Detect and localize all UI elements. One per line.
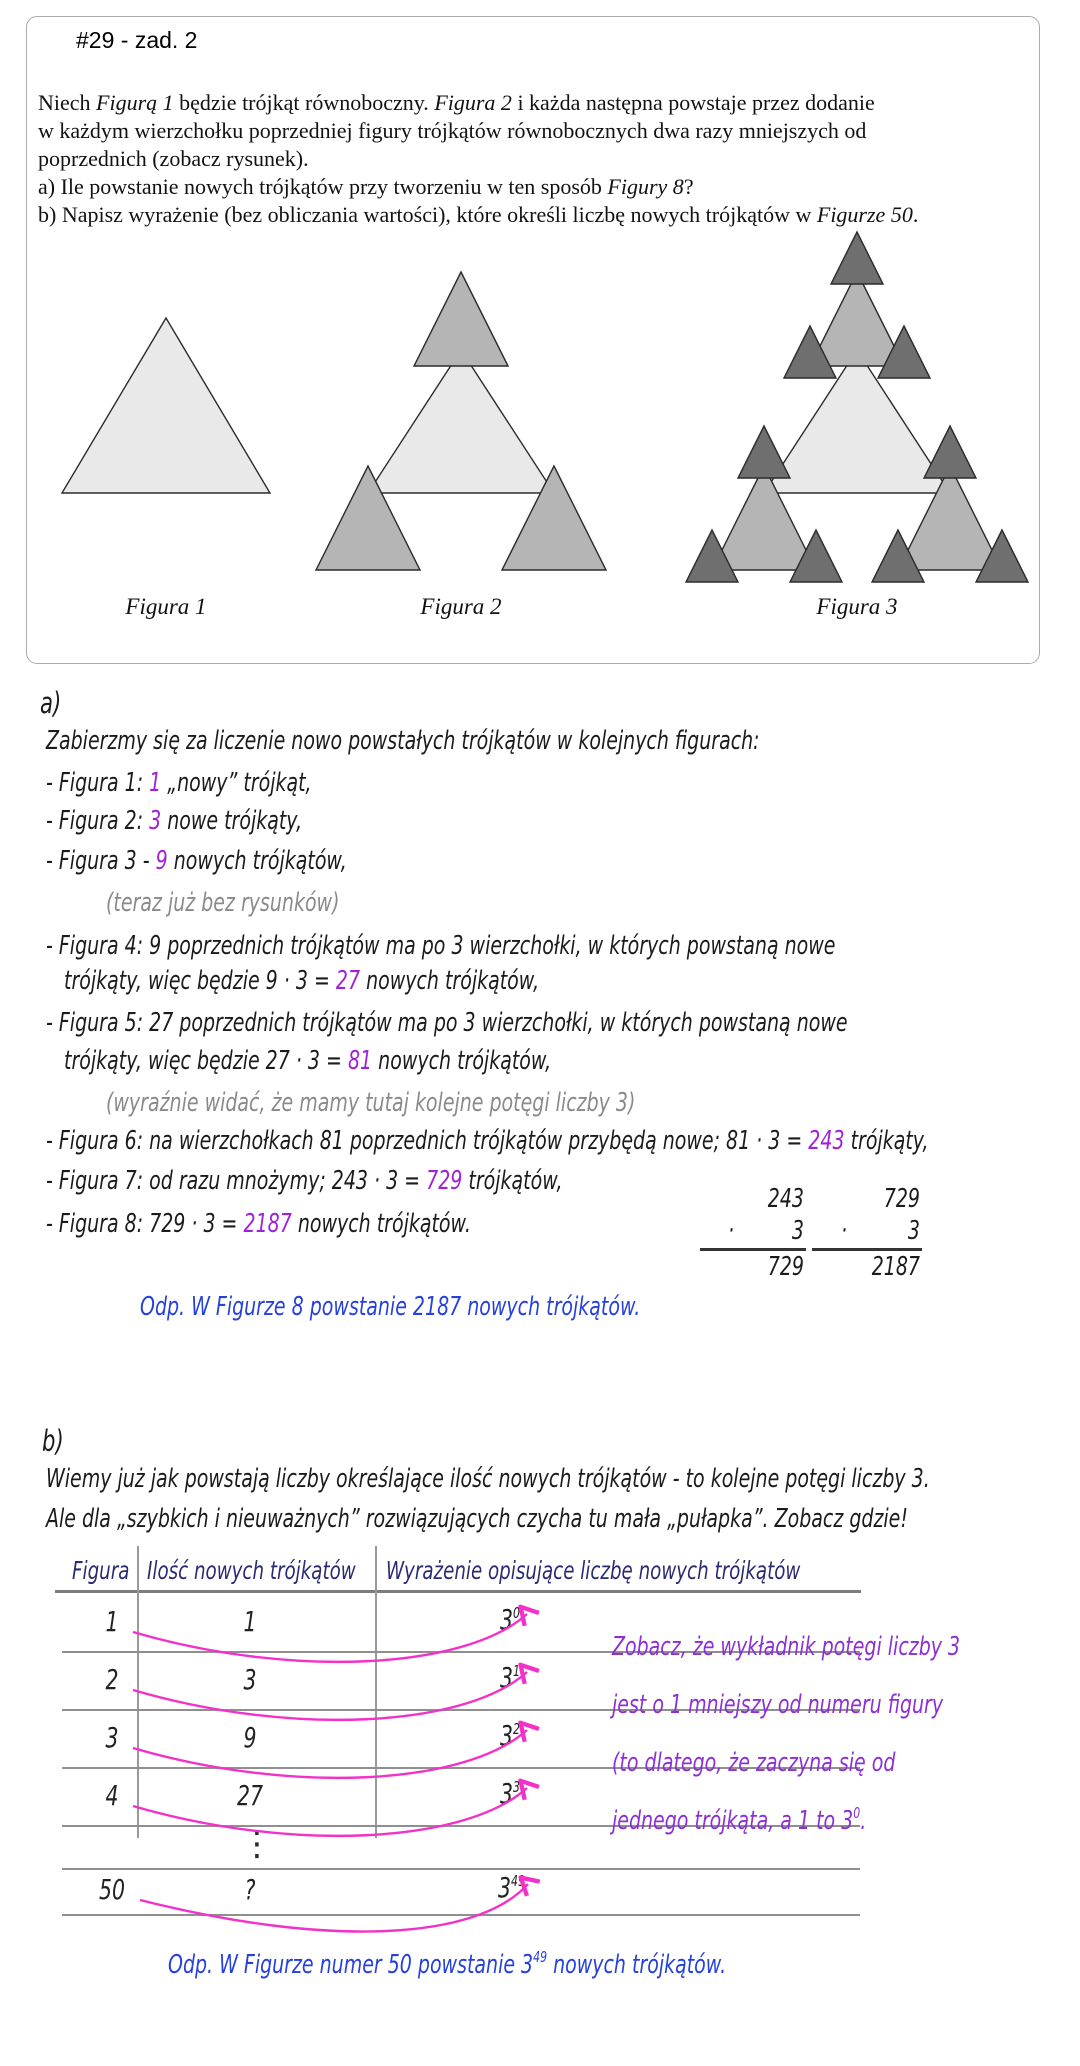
answer-a: Odp. W Figurze 8 powstanie 2187 nowych trójkątów. [140,1292,641,1322]
problem-text-italic: Figura 2 [434,90,512,115]
table-cell-figura: 50 [98,1873,126,1906]
table-column-divider [375,1546,377,1838]
table-column-divider [137,1546,139,1838]
power-exponent: 49 [511,1872,525,1890]
line-text: - Figura 3 - [46,846,156,876]
problem-text-italic: Figurze 50 [816,202,913,227]
figura1-count-line [46,768,312,798]
power-base: 3 [498,1871,512,1904]
table-header-count: Ilość nowych trójkątów [147,1556,356,1585]
figura4-count-line: - Figura 4: 9 poprzednich trójkątów ma po 3 wierzchołki, w których powstaną nowe [46,931,836,961]
highlighted-number: 3 [149,806,162,836]
section-b-intro-2: Ale dla „szybkich i nieuważnych” rozwiązujących czycha tu mała „pułapka”. Zobacz gdzie! [46,1504,908,1534]
annotation-line-1: Zobacz, że wykładnik potęgi liczby 3 [612,1632,961,1662]
line-text: nowych trójkątów. [291,1209,471,1239]
power-exponent: 1 [513,1662,520,1680]
problem-title: #29 - zad. 2 [76,27,198,53]
problem-line-1 [38,89,918,117]
problem-text: i każda następna powstaje przez dodanie [511,90,875,115]
table-cell-expression [500,1719,520,1752]
figura2-top-triangle [414,272,508,366]
line-text: nowych trójkątów, [372,1046,552,1076]
table-cell-expression [500,1603,520,1636]
table-cell-expression [498,1871,525,1904]
line-text: - Figura 2: [46,806,150,836]
figura5-count-line-cont [64,1046,551,1076]
problem-text: . [912,202,919,227]
line-text: nowych trójkątów, [360,966,540,996]
figura4-count-line-cont [64,966,539,996]
table-cell-count: 27 [236,1779,264,1812]
multiplication1-result: 729 [767,1252,804,1282]
problem-line-4 [38,173,918,201]
multiplier: 3 [907,1216,920,1246]
power-exponent: 3 [513,1778,520,1796]
side-note: (teraz już bez rysunków) [106,888,340,918]
multiply-dot: · [841,1216,848,1246]
arrow-row2 [133,1672,527,1720]
multiplication1-line [700,1248,806,1251]
table-cell-expression [500,1661,520,1694]
multiplication2-result: 2187 [871,1252,920,1282]
line-text: trójkątów, [462,1166,563,1196]
line-text: nowych trójkątów, [167,846,347,876]
multiplication2-top: 729 [883,1184,920,1214]
annotation-line-2: jest o 1 mniejszy od numeru figury [612,1690,944,1720]
figura2-base-triangle [368,350,554,493]
figures-illustration [30,225,1040,585]
highlighted-number: 9 [155,846,168,876]
power-base: 3 [500,1719,514,1752]
multiplication2-operator-row [841,1216,920,1246]
highlighted-number: 1 [149,768,162,798]
power-exponent: 0 [513,1604,520,1622]
multiplication1-top: 243 [767,1184,804,1214]
power-exponent: 2 [513,1720,520,1738]
section-b-intro-1: Wiemy już jak powstają liczby określające ilość nowych trójkątów - to kolejne potęgi liczby 3. [46,1464,930,1494]
table-cell-figura: 3 [105,1721,119,1754]
answer-text: nowych trójkątów. [547,1950,727,1980]
figura5-count-line: - Figura 5: 27 poprzednich trójkątów ma po 3 wierzchołki, w których powstaną nowe [46,1008,848,1038]
arrow-row3 [133,1730,527,1778]
section-a-intro: Zabierzmy się za liczenie nowo powstałych trójkątów w kolejnych figurach: [46,726,760,756]
line-text: „nowy” trójkąt, [161,768,312,798]
table-cell-count: ? [244,1873,256,1906]
arrow-row1 [133,1614,527,1662]
problem-line-2: w każdym wierzchołku poprzedniej figury trójkątów równobocznych dwa razy mniejszych od [38,118,867,143]
table-cell-figura: 2 [105,1663,119,1696]
highlighted-number: 81 [347,1046,373,1076]
line-text: - Figura 7: od razu mnożymy; 243 · 3 = [46,1166,427,1196]
figura1-triangle [62,318,270,493]
line-text: nowe trójkąty, [161,806,303,836]
power-exponent: 0 [853,1804,861,1822]
problem-text: Niech [38,90,97,115]
multiplier: 3 [791,1216,804,1246]
figura2-count-line [46,806,302,836]
line-text: trójkąty, więc będzie 9 · 3 = [64,966,336,996]
table-ellipsis: ⋮ [240,1824,274,1864]
figura-2-caption: Figura 2 [420,594,502,619]
line-text: - Figura 8: 729 · 3 = [46,1209,244,1239]
table-cell-figura: 1 [105,1605,119,1638]
figura7-count-line [46,1166,563,1196]
highlighted-number: 243 [808,1126,845,1156]
highlighted-number: 2187 [243,1209,292,1239]
line-text: trójkąty, więc będzie 27 · 3 = [64,1046,348,1076]
power-base: 3 [500,1777,514,1810]
table-header-expression: Wyrażenie opisujące liczbę nowych trójkątów [386,1556,801,1585]
figura-1-caption: Figura 1 [125,594,207,619]
problem-text: b) Napisz wyrażenie (bez obliczania wartości), które określi liczbę nowych trójkątów w [38,202,817,227]
problem-statement [38,89,918,229]
figura8-count-line [46,1209,471,1239]
section-a-label: a) [40,686,62,720]
figura-3-caption: Figura 3 [816,594,898,619]
highlighted-number: 27 [335,966,361,996]
multiply-dot: · [728,1216,735,1246]
figura6-count-line [46,1126,929,1156]
answer-text: Odp. W Figurze numer 50 powstanie 3 [168,1950,534,1980]
table-cell-count: 3 [243,1663,257,1696]
annotation-line-3: (to dlatego, że zaczyna się od [612,1748,896,1778]
figura3-small-triangle [738,426,790,478]
figura3-small-triangle [831,232,883,284]
side-note: (wyraźnie widać, że mamy tutaj kolejne potęgi liczby 3) [106,1088,636,1118]
highlighted-number: 729 [426,1166,463,1196]
table-cell-count: 1 [243,1605,257,1638]
power-base: 3 [500,1661,514,1694]
table-row-line [62,1914,860,1916]
answer-b [168,1950,726,1980]
problem-text-italic: Figurą 1 [96,90,174,115]
multiplication1-operator-row [728,1216,804,1246]
section-b-label: b) [42,1424,64,1458]
line-text: trójkąty, [844,1126,929,1156]
line-text: - Figura 6: na wierzchołkach 81 poprzednich trójkątów przybędą nowe; 81 · 3 = [46,1126,809,1156]
multiplication2-line [812,1248,922,1251]
figura3-top-triangle [810,272,904,366]
annotation-text: . [860,1806,867,1836]
figura3-count-line [46,846,347,876]
table-header-underline [55,1590,861,1593]
table-cell-expression [500,1777,520,1810]
annotation-text: jednego trójkąta, a 1 to 3 [612,1806,854,1836]
power-base: 3 [500,1603,514,1636]
table-cell-count: 9 [243,1721,257,1754]
problem-line-3: poprzednich (zobacz rysunek). [38,146,309,171]
table-cell-figura: 4 [105,1779,119,1812]
line-text: - Figura 1: [46,768,150,798]
arrow-row4 [133,1788,527,1836]
problem-text-italic: Figury 8 [607,174,684,199]
arrow-row50 [140,1884,528,1932]
table-row-line [62,1868,860,1870]
figura3-small-triangle [924,426,976,478]
table-header-figura: Figura [72,1556,130,1585]
power-exponent: 49 [533,1948,548,1966]
problem-text: będzie trójkąt równoboczny. [173,90,435,115]
annotation-line-4 [612,1806,866,1836]
problem-text: ? [683,174,694,199]
problem-text: a) Ile powstanie nowych trójkątów przy tworzeniu w ten sposób [38,174,608,199]
